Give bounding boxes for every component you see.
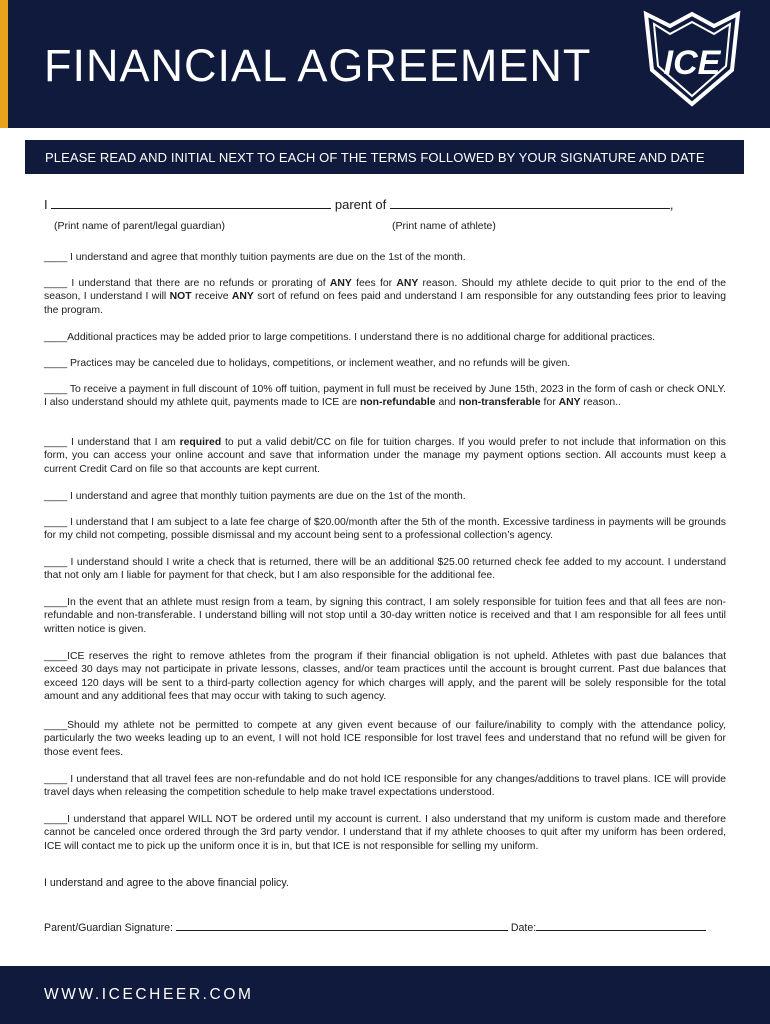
agreement-statement: I understand and agree to the above financial policy. (44, 877, 289, 889)
term-emphasis: non-refundable (359, 397, 436, 409)
term-text: for (540, 397, 559, 409)
term-emphasis: ANY (396, 278, 419, 289)
term-item (44, 331, 726, 344)
footer-band (0, 966, 770, 1024)
parent-of-text: parent of (334, 197, 387, 212)
term-emphasis: ANY (231, 291, 254, 303)
athlete-name-caption: (Print name of athlete) (392, 220, 496, 232)
term-text: sort of refund on fees paid and understand I am responsible for any outstanding fees prior to leaving the program. (44, 291, 726, 316)
term-item (44, 556, 726, 583)
term-text: ____ I understand should I write a check that is returned, there will be an additional $25.00 returned check fee added to my account. I understand that not only am I liable for payment for that check, but I am also responsible for the additional fee. (44, 557, 726, 582)
term-text: ____ I understand and agree that monthly tuition payments are due on the 1st of the month. (44, 252, 466, 263)
term-text: to put a valid debit/CC on file for tuition charges. If you would prefer to not include that information on this form, you can access your online account and save that information under the manage my payment options section. All accounts must keep a current Credit Card on file so that accounts are kept current. (44, 437, 726, 475)
term-emphasis: ANY (558, 397, 581, 409)
term-text: ____I understand that apparel WILL NOT be ordered until my account is current. I also understand that my uniform is custom made and therefore cannot be canceled once ordered through the 3rd party vendor. I understand that if my athlete chooses to quit after my uniform has been ordered, ICE will contact me to pick up the uniform once it is in, but that ICE is not responsible for selling my uniform. (44, 814, 726, 852)
term-text: ____ICE reserves the right to remove athletes from the program if their financial obligation is not upheld. Athletes with past due balances that exceed 30 days may not participate in private lessons, classes, and/or team practices until the account is brought current. Past due balances that exceed 120 days will be sent to a third-party collection agency for which charges will apply, and the parent will be solely responsible for the total amount and any additional fees that may occur with taking to such agency. (44, 651, 726, 702)
term-text: fees for (351, 278, 397, 289)
term-text: and (435, 397, 459, 409)
term-item (44, 516, 726, 543)
ice-logo-icon (640, 10, 744, 108)
term-emphasis: NOT (169, 291, 192, 303)
term-text: ____ I understand that I am (44, 437, 180, 448)
header-band (0, 0, 770, 128)
term-text: ____ To receive a payment in full discount of 10% off tuition, payment in full must be received by June 15th, 2023 in the form of cash or check ONLY. I also understand should my athlete quit, payments made to ICE are (44, 384, 726, 409)
term-item (44, 490, 726, 503)
term-text: ____ I understand and agree that monthly tuition payments are due on the 1st of the month. (44, 491, 466, 502)
term-item (44, 650, 726, 703)
term-item (44, 813, 726, 853)
parent-name-field[interactable] (51, 196, 331, 209)
date-field[interactable] (536, 918, 706, 931)
term-text: ____In the event that an athlete must resign from a team, by signing this contract, I am solely responsible for tuition fees and that all fees are non-refundable and non-transferable. I understand billing will not stop until a 30-day written notice is received and that I am responsible for all fees until written notice is given. (44, 597, 726, 635)
signature-field[interactable] (176, 918, 508, 931)
term-text: ____Additional practices may be added prior to large competitions. I understand there is no additional charge for additional practices. (44, 332, 656, 343)
athlete-name-field[interactable] (390, 196, 670, 209)
signature-row (44, 918, 724, 934)
term-item (44, 251, 726, 264)
pronoun-text: I (44, 197, 48, 212)
term-item (44, 277, 726, 317)
term-text: ____Should my athlete not be permitted to compete at any given event because of our failure/inability to comply with the attendance policy, particularly the two weeks leading up to an event, I will not hold ICE responsible for lost travel fees and understand that no refund will be given for those event fees. (44, 720, 726, 758)
term-text: receive (191, 291, 232, 303)
term-emphasis: non-transferable (458, 397, 541, 409)
svg-text:ICE: ICE (663, 44, 721, 82)
term-text: ____ Practices may be canceled due to holidays, competitions, or inclement weather, and no refunds will be given. (44, 358, 571, 369)
term-item (44, 383, 726, 410)
term-text: reason.. (580, 397, 621, 409)
parent-athlete-line (44, 196, 684, 212)
term-item (44, 436, 726, 476)
term-item (44, 719, 726, 759)
term-text: ____ I understand that all travel fees are non-refundable and do not hold ICE responsible for any changes/additions to travel plans. ICE will provide travel days when releasing the competition schedule to help make travel expectations understood. (44, 774, 726, 799)
line-suffix: , (669, 197, 674, 212)
website-link[interactable]: WWW.ICECHEER.COM (44, 986, 254, 1003)
term-item (44, 773, 726, 800)
signature-label: Parent/Guardian Signature: (44, 922, 173, 934)
term-item (44, 357, 726, 370)
page-title: FINANCIAL AGREEMENT (44, 40, 592, 91)
term-item (44, 596, 726, 636)
instructions-banner: PLEASE READ AND INITIAL NEXT TO EACH OF THE TERMS FOLLOWED BY YOUR SIGNATURE AND DATE (25, 140, 744, 174)
accent-bar (0, 0, 8, 128)
term-text: ____ I understand that I am subject to a late fee charge of $20.00/month after the 5th of the month. Excessive tardiness in payments will be grounds for my child not competing, possible dismissal and my account being sent to a professional collection’s agency. (44, 517, 726, 542)
date-label: Date: (510, 922, 537, 934)
term-emphasis: ANY (329, 278, 352, 289)
term-text: ____ I understand that there are no refunds or prorating of (44, 278, 330, 289)
parent-name-caption: (Print name of parent/legal guardian) (54, 220, 226, 232)
term-text: reason. Should my athlete decide to quit prior to the end of the season, I understand I will (44, 278, 726, 303)
term-emphasis: required (179, 437, 222, 448)
